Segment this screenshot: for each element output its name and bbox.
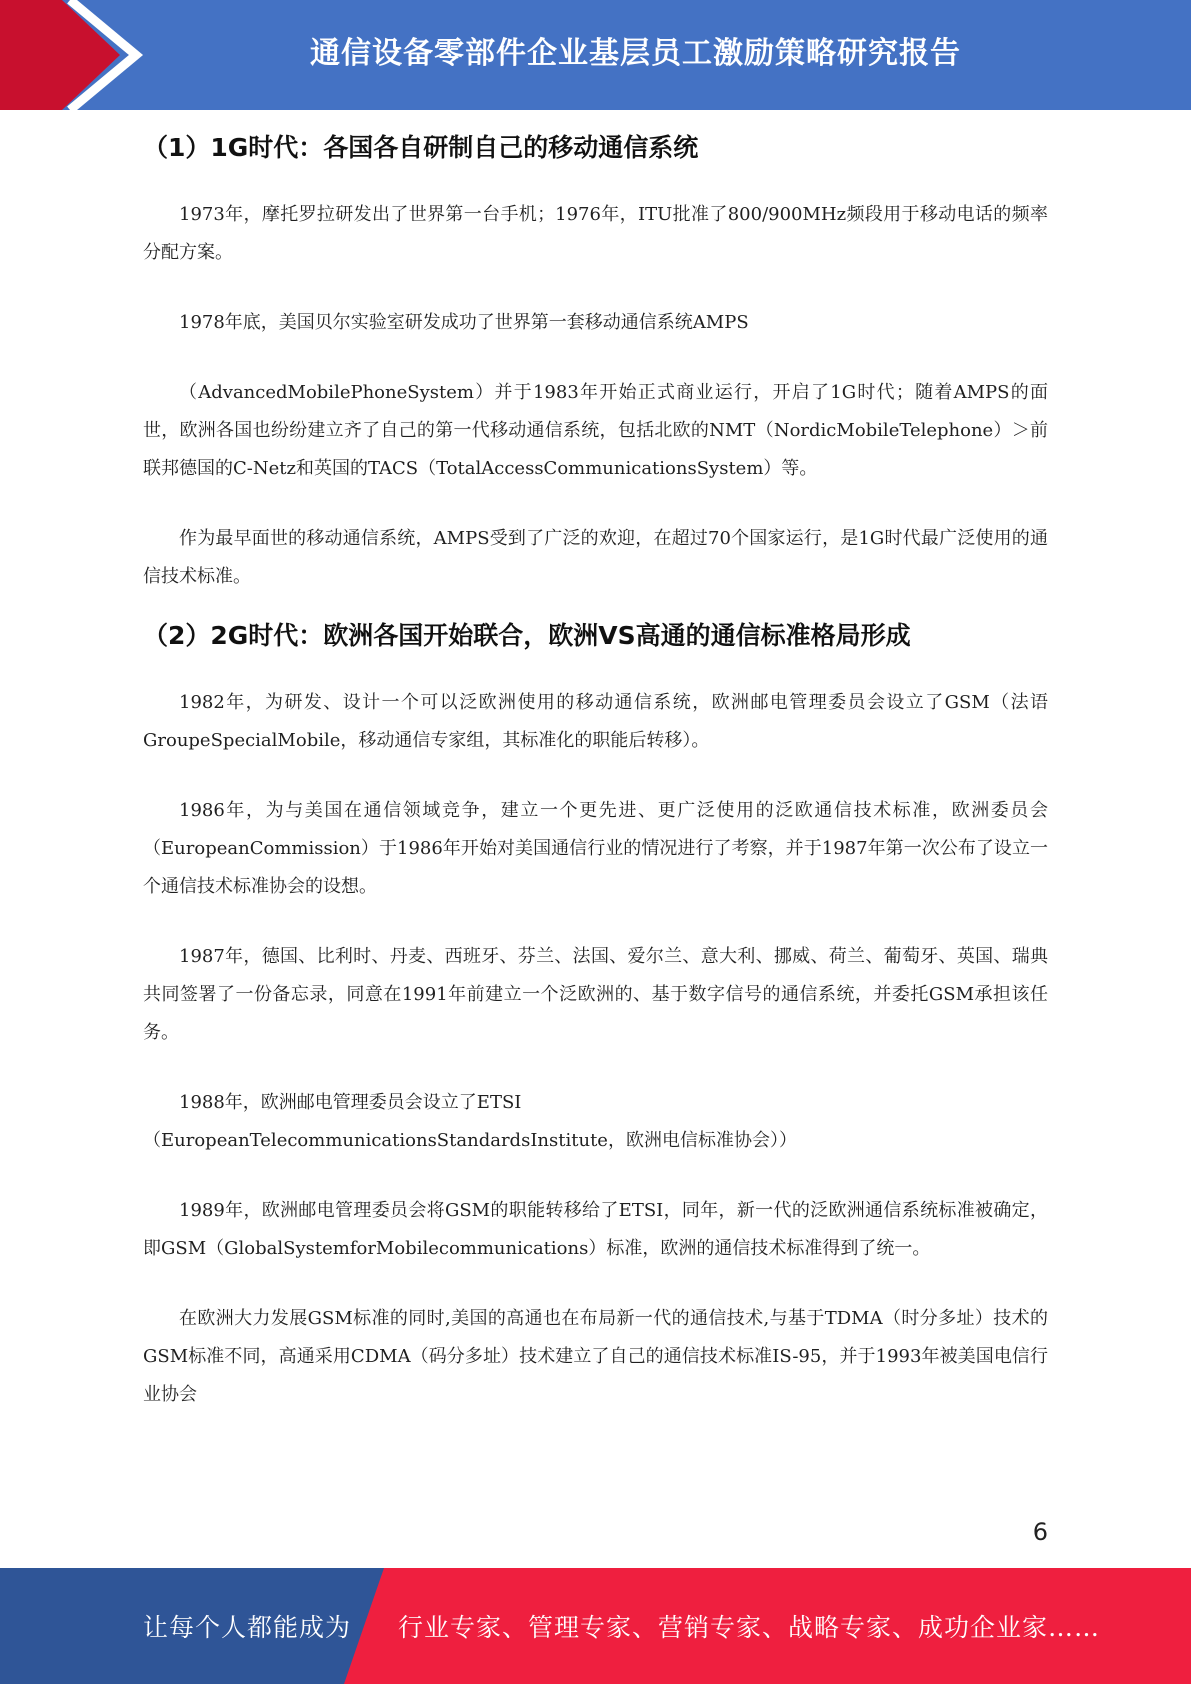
section-heading-1g: （1）1G时代：各国各自研制自己的移动通信系统	[143, 133, 699, 162]
page-number: 6	[1032, 1518, 1048, 1546]
paragraph-1982-gsm: 1982年，为研发、设计一个可以泛欧洲使用的移动通信系统，欧洲邮电管理委员会设立了GSM（法语GroupeSpecialMobile，移动通信专家组，其标准化的职能后转移）。	[143, 692, 1048, 751]
header-arrow-decoration	[0, 0, 160, 110]
paragraph-qualcomm-cdma: 在欧洲大力发展GSM标准的同时,美国的高通也在布局新一代的通信技术,与基于TDMA（时分多址）技术的GSM标准不同，高通采用CDMA（码分多址）技术建立了自己的通信技术标准IS-95，并于1993年被美国电信行业协会	[143, 1308, 1048, 1405]
footer-slogan-left: 让每个人都能成为	[143, 1613, 352, 1642]
page-header-band	[0, 0, 1191, 110]
paragraph-1978-bell-labs: 1978年底，美国贝尔实验室研发成功了世界第一套移动通信系统AMPS	[179, 312, 749, 333]
paragraph-amps-1983: （AdvancedMobilePhoneSystem）并于1983年开始正式商业运行，开启了1G时代；随着AMPS的面世，欧洲各国也纷纷建立齐了自己的第一代移动通信系统，包括北欧的NMT（NordicMobileTelephone）＞前联邦德国的C-Netz和英国的TACS（TotalAccessCommunicationsSystem）等。	[143, 382, 1048, 479]
paragraph-etsi-fullname: （EuropeanTelecommunicationsStandardsInstitute，欧洲电信标准协会））	[143, 1130, 797, 1151]
document-title: 通信设备零部件企业基层员工激励策略研究报告	[310, 36, 961, 71]
paragraph-amps-widely-used: 作为最早面世的移动通信系统，AMPS受到了广泛的欢迎，在超过70个国家运行，是1G时代最广泛使用的通信技术标准。	[143, 528, 1048, 587]
paragraph-1986-european-commission: 1986年，为与美国在通信领域竞争，建立一个更先进、更广泛使用的泛欧通信技术标准，欧洲委员会（EuropeanCommission）于1986年开始对美国通信行业的情况进行了考察，并于1987年第一次公布了设立一个通信技术标准协会的设想。	[143, 800, 1048, 897]
section-heading-2g: （2）2G时代：欧洲各国开始联合，欧洲VS高通的通信标准格局形成	[143, 621, 911, 650]
paragraph-1988-etsi: 1988年，欧洲邮电管理委员会设立了ETSI	[179, 1092, 522, 1113]
footer-slogan-right: 行业专家、管理专家、营销专家、战略专家、成功企业家……	[398, 1613, 1101, 1642]
report-body	[143, 130, 1048, 1414]
paragraph-1973-motorola: 1973年，摩托罗拉研发出了世界第一台手机；1976年，ITU批准了800/900MHz频段用于移动电话的频率分配方案。	[143, 204, 1048, 263]
paragraph-1987-memorandum: 1987年，德国、比利时、丹麦、西班牙、芬兰、法国、爱尔兰、意大利、挪威、荷兰、葡萄牙、英国、瑞典共同签署了一份备忘录，同意在1991年前建立一个泛欧洲的、基于数字信号的通信系统，并委托GSM承担该任务。	[143, 946, 1048, 1043]
page-footer-band	[0, 1568, 1191, 1684]
paragraph-1989-gsm-standard: 1989年，欧洲邮电管理委员会将GSM的职能转移给了ETSI，同年，新一代的泛欧洲通信系统标准被确定，即GSM（GlobalSystemforMobilecommunications）标准，欧洲的通信技术标准得到了统一。	[143, 1200, 1048, 1259]
